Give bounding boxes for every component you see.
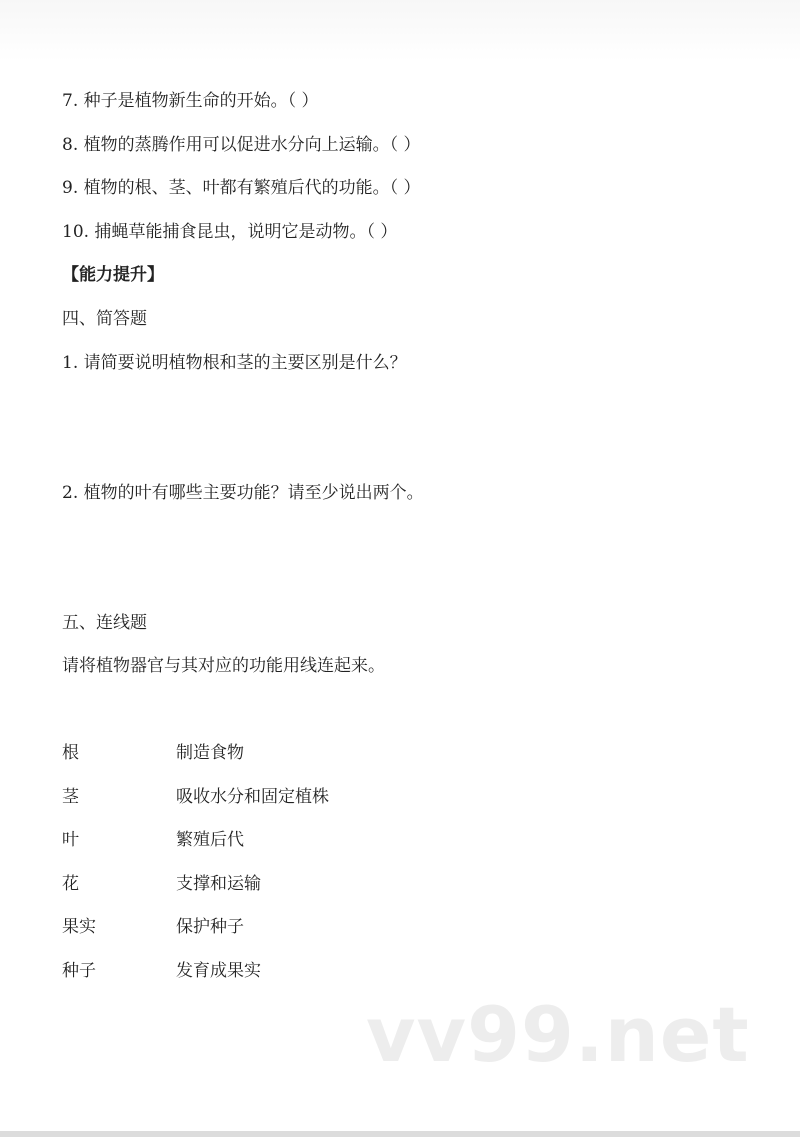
question-8: 8. 植物的蒸腾作用可以促进水分向上运输。（ ） xyxy=(62,135,421,155)
question-10: 10. 捕蝇草能捕食昆虫，说明它是动物。（ ） xyxy=(62,222,398,242)
short-answer-question-2: 2. 植物的叶有哪些主要功能？请至少说出两个。 xyxy=(62,483,424,503)
function-protect-seed: 保护种子 xyxy=(176,917,244,937)
function-make-food: 制造食物 xyxy=(176,743,244,763)
organ-stem: 茎 xyxy=(62,787,79,807)
function-absorb-water: 吸收水分和固定植株 xyxy=(176,787,329,807)
organ-leaf: 叶 xyxy=(62,830,79,850)
page-bottom-edge xyxy=(0,1131,800,1137)
question-7: 7. 种子是植物新生命的开始。（ ） xyxy=(62,91,319,111)
matching-instruction: 请将植物器官与其对应的功能用线连起来。 xyxy=(62,656,385,676)
page-top-shadow xyxy=(0,0,800,62)
organ-fruit: 果实 xyxy=(62,917,96,937)
short-answer-title: 四、简答题 xyxy=(62,309,147,329)
short-answer-question-1: 1. 请简要说明植物根和茎的主要区别是什么？ xyxy=(62,353,407,373)
function-develop-fruit: 发育成果实 xyxy=(176,961,261,981)
organ-flower: 花 xyxy=(62,874,79,894)
matching-title: 五、连线题 xyxy=(62,613,147,633)
watermark: vv99.net xyxy=(366,990,750,1079)
organ-root: 根 xyxy=(62,743,79,763)
organ-seed: 种子 xyxy=(62,961,96,981)
function-reproduce: 繁殖后代 xyxy=(176,830,244,850)
ability-heading: 【能力提升】 xyxy=(62,265,164,285)
function-support-transport: 支撑和运输 xyxy=(176,874,261,894)
question-9: 9. 植物的根、茎、叶都有繁殖后代的功能。（ ） xyxy=(62,178,421,198)
